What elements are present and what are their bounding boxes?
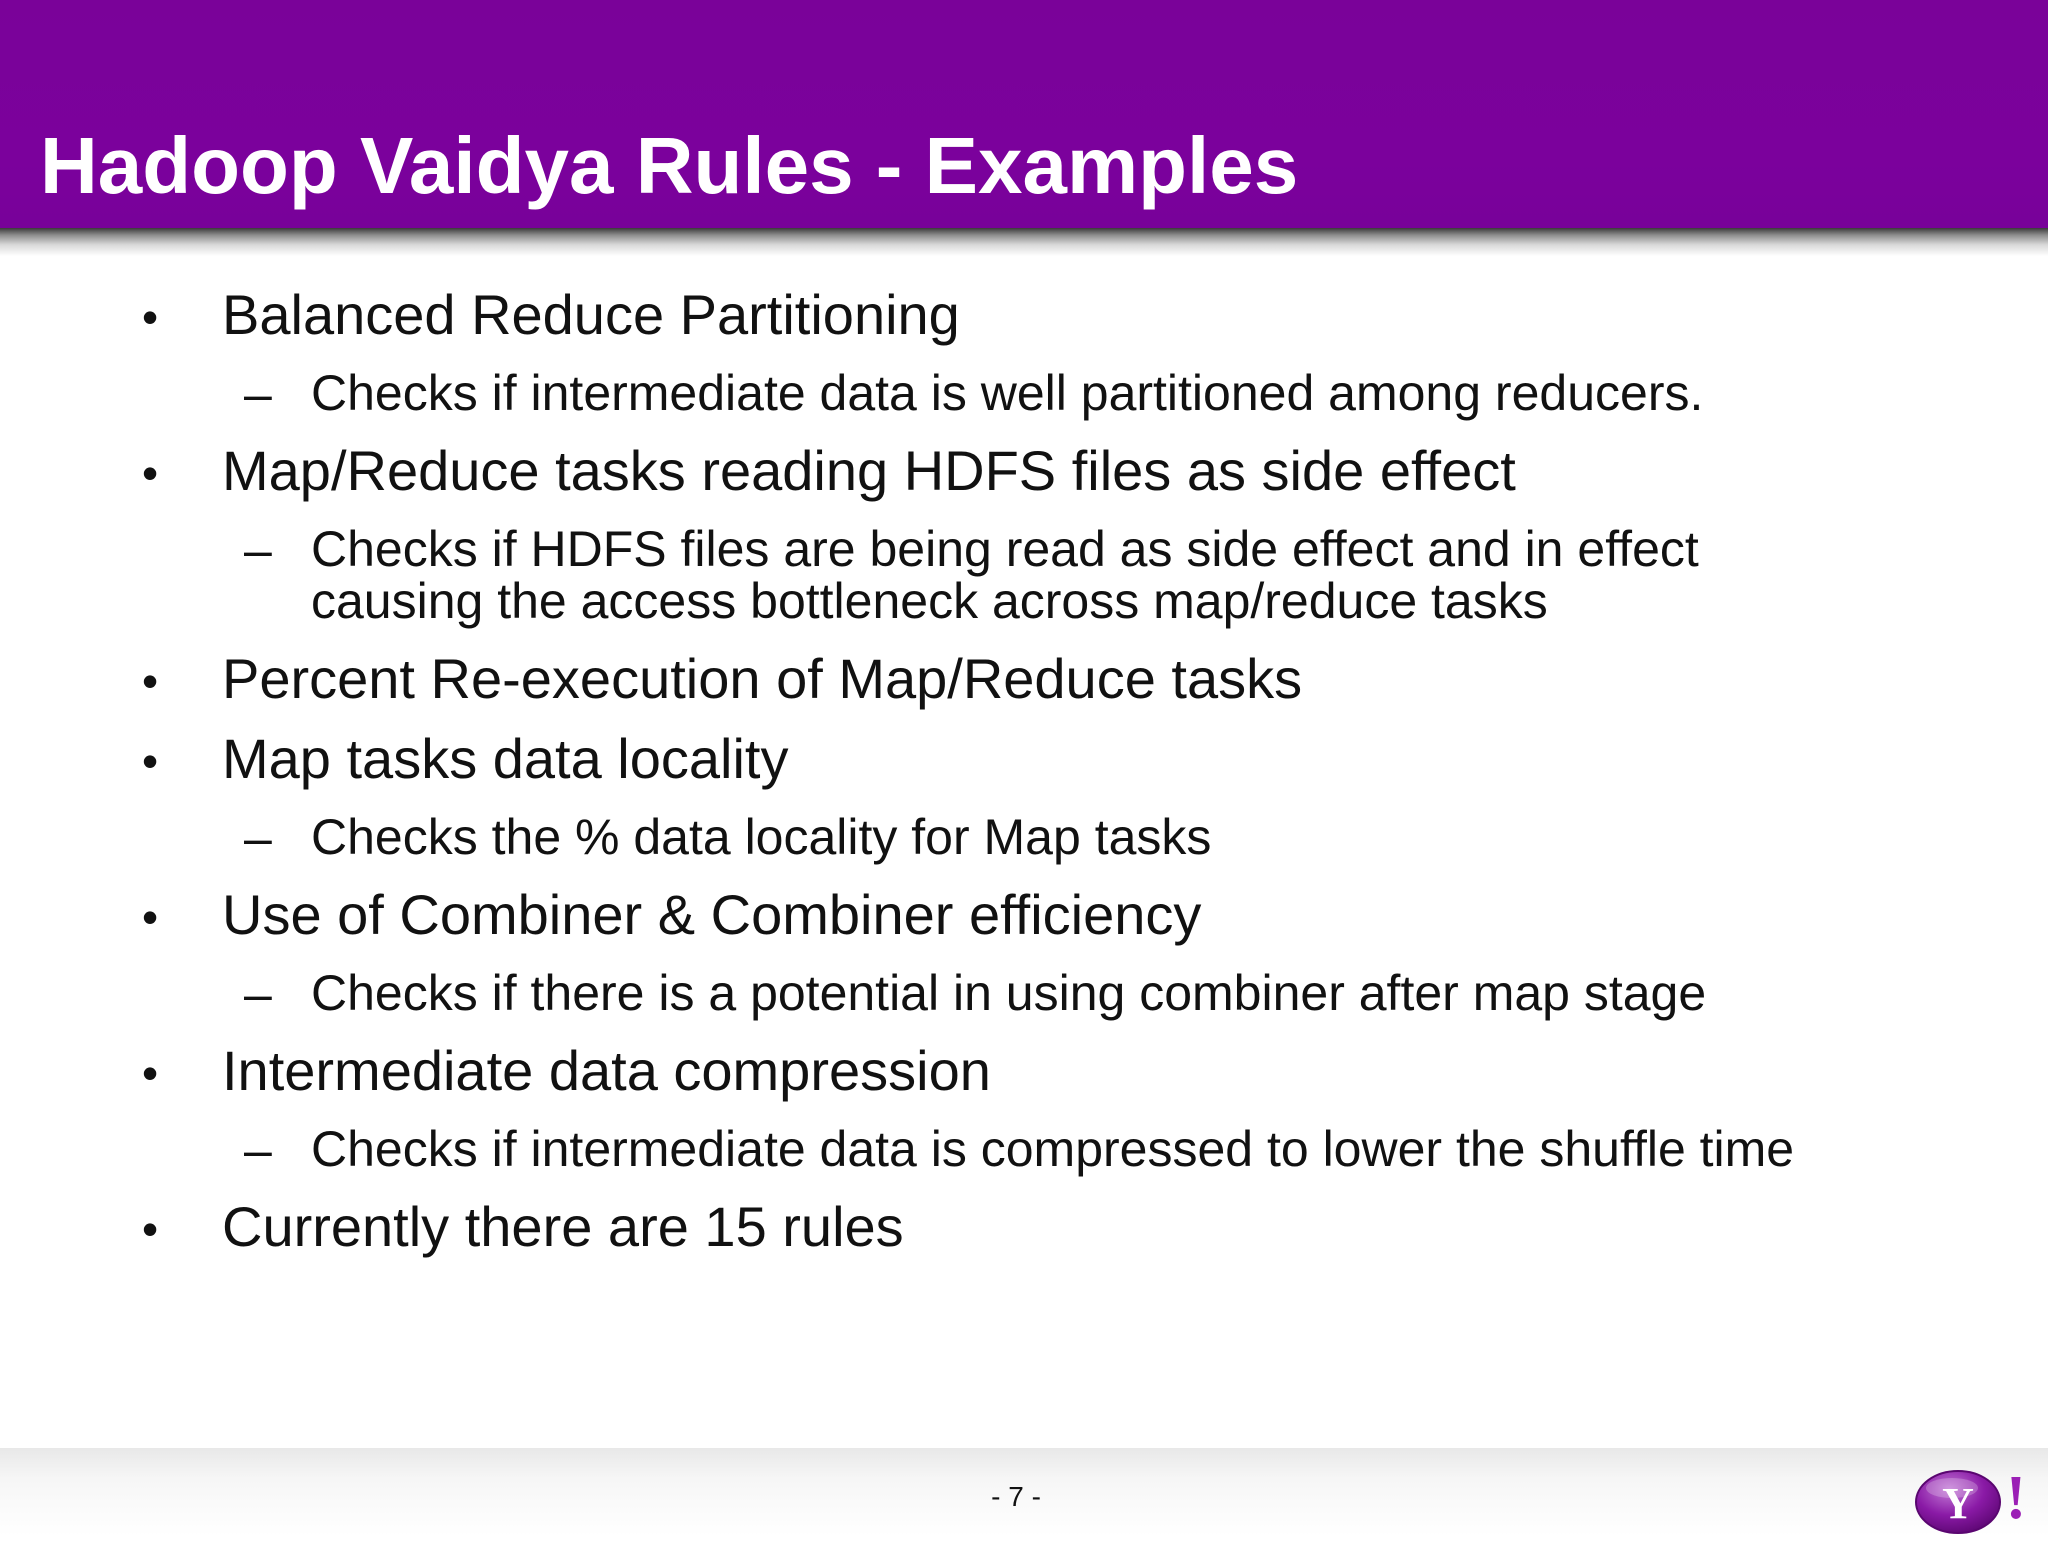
page-number: - 7 - [991,1481,1041,1512]
sub-bullet-item: Checks if intermediate data is compressed to lower the shuffle time [311,1121,1795,1177]
sub-bullet-marker: – [244,966,272,1022]
bullet-item: Intermediate data compression [222,1039,991,1102]
sub-bullet-marker: – [244,366,272,422]
sub-bullet-item: Checks if intermediate data is well partitioned among reducers. [311,365,1704,421]
bullet-marker: • [142,891,159,943]
logo-exclamation: ! [2005,1464,2027,1532]
title-bar-shadow [0,228,2048,256]
bullet-item: Percent Re-execution of Map/Reduce tasks [222,647,1303,710]
sub-bullet-marker: – [244,522,272,578]
sub-bullet-item: Checks if HDFS files are being read as side effect and in effect [311,521,1699,577]
yahoo-logo-icon [1912,1458,2030,1536]
bullet-item: Use of Combiner & Combiner efficiency [222,883,1202,946]
bullet-item: Balanced Reduce Partitioning [222,283,960,346]
bullet-item: Currently there are 15 rules [222,1195,904,1258]
bullet-marker: • [142,655,159,707]
sub-bullet-item-continuation: causing the access bottleneck across map/reduce tasks [311,573,1548,629]
sub-bullet-item: Checks if there is a potential in using combiner after map stage [311,965,1707,1021]
logo-letter: Y [1942,1479,1974,1528]
bullet-marker: • [142,1203,159,1255]
bullet-marker: • [142,1047,159,1099]
sub-bullet-marker: – [244,1122,272,1178]
bullet-marker: • [142,447,159,499]
bullet-marker: • [142,291,159,343]
sub-bullet-marker: – [244,810,272,866]
bullet-item: Map/Reduce tasks reading HDFS files as side effect [222,439,1516,502]
bullet-marker: • [142,735,159,787]
bullet-item: Map tasks data locality [222,727,789,790]
sub-bullet-item: Checks the % data locality for Map tasks [311,809,1212,865]
slide-title: Hadoop Vaidya Rules - Examples [40,121,1299,210]
